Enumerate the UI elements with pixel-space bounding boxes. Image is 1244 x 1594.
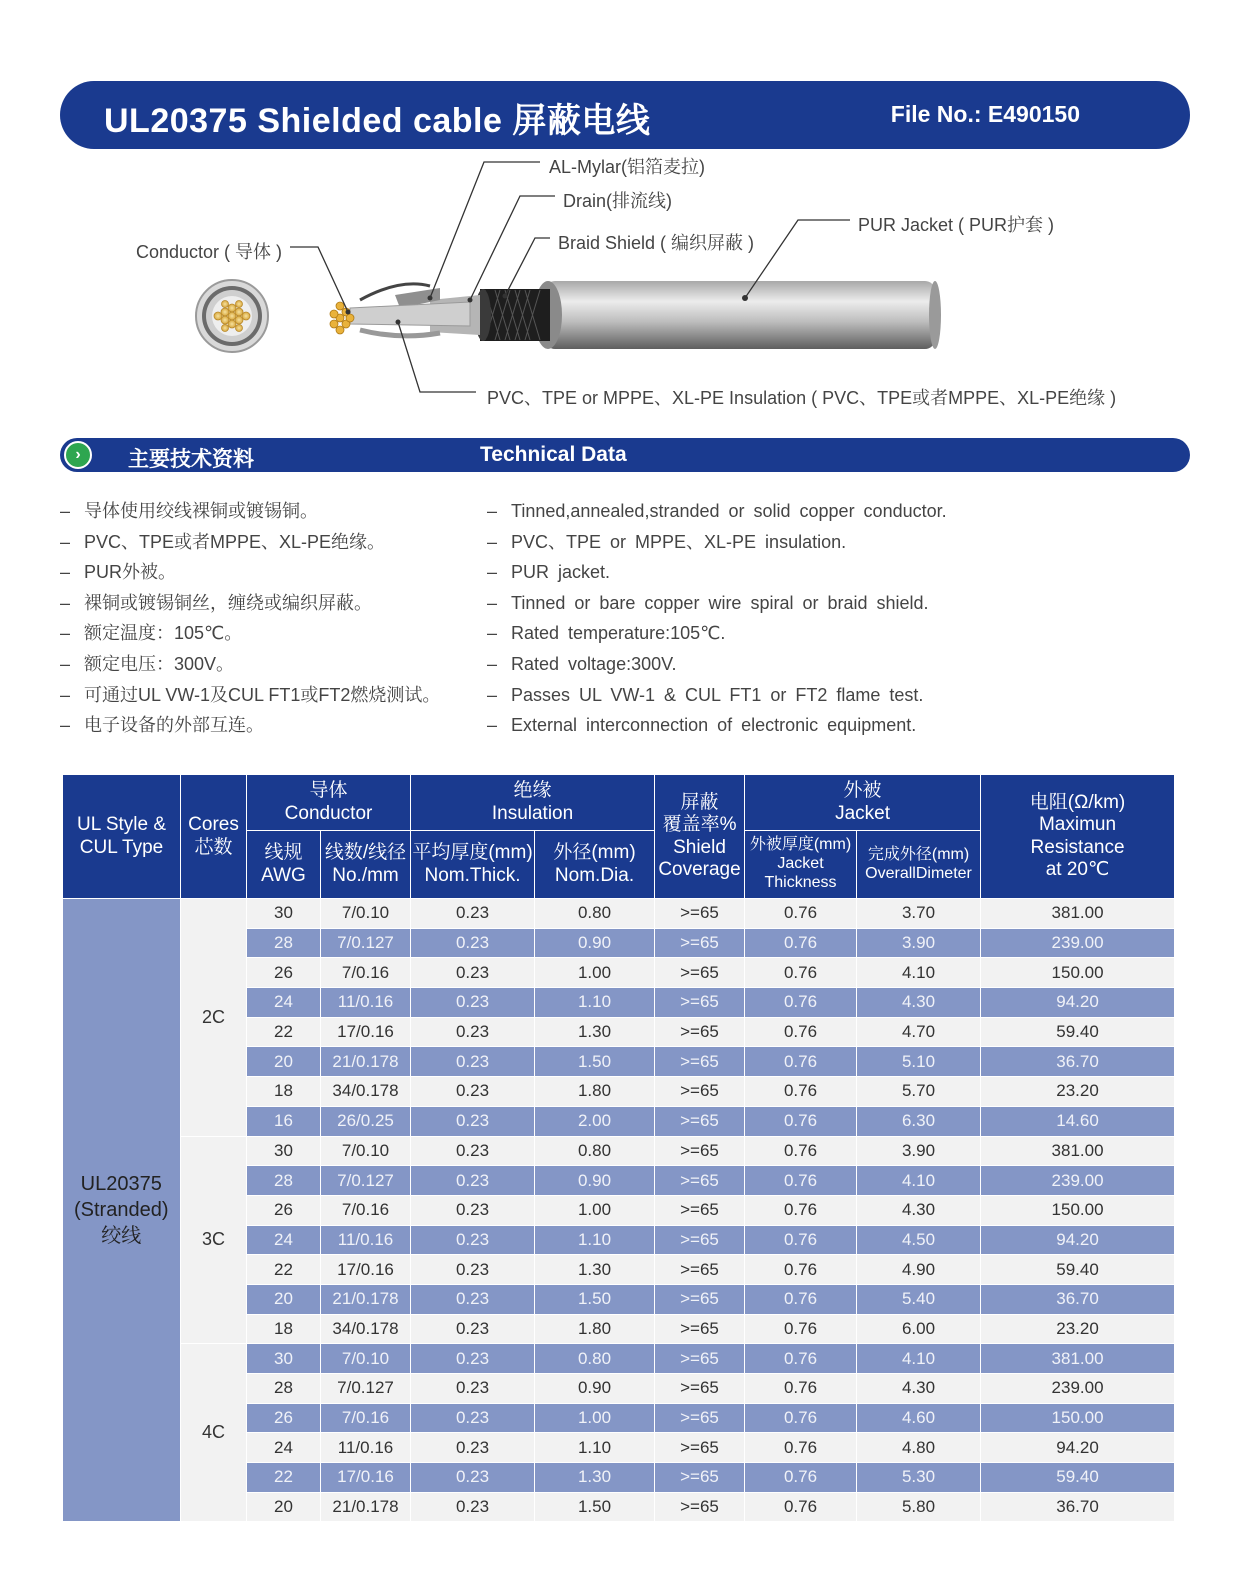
spec-text: PVC、TPE或者MPPE、XL-PE绝缘。 <box>84 531 386 552</box>
table-cell: 239.00 <box>981 928 1175 958</box>
table-cell: 21/0.178 <box>321 1047 411 1077</box>
table-cell: 0.80 <box>535 1344 655 1374</box>
table-cell: 5.10 <box>857 1047 981 1077</box>
table-cell: 150.00 <box>981 1195 1175 1225</box>
table-cell: >=65 <box>655 1077 745 1107</box>
technical-data-table <box>62 774 1175 1522</box>
table-cell: 381.00 <box>981 1136 1175 1166</box>
table-cell: 1.00 <box>535 1403 655 1433</box>
table-cell: 0.23 <box>411 928 535 958</box>
table-cell: 0.23 <box>411 1255 535 1285</box>
spec-text: External interconnection of electronic equipment. <box>511 715 917 736</box>
table-cell: 3.90 <box>857 1136 981 1166</box>
table-cell: 0.76 <box>745 1463 857 1493</box>
table-cell: 6.30 <box>857 1106 981 1136</box>
table-cell: 4.70 <box>857 1017 981 1047</box>
spec-text: Passes UL VW-1 & CUL FT1 or FT2 flame test. <box>511 684 924 705</box>
table-cell: 0.76 <box>745 1403 857 1433</box>
list-dash: – <box>60 562 71 583</box>
table-cell: 0.76 <box>745 1255 857 1285</box>
table-cell: 0.23 <box>411 1017 535 1047</box>
cross-section <box>196 280 268 352</box>
table-cell: 0.90 <box>535 1374 655 1404</box>
table-cell: 0.23 <box>411 1284 535 1314</box>
spec-item <box>60 496 440 527</box>
table-cell: >=65 <box>655 899 745 929</box>
table-cell: >=65 <box>655 988 745 1018</box>
table-cell: >=65 <box>655 1225 745 1255</box>
table-cell: 381.00 <box>981 899 1175 929</box>
table-cell: >=65 <box>655 1374 745 1404</box>
table-cell: 0.23 <box>411 1463 535 1493</box>
table-cell: 26 <box>247 958 321 988</box>
table-cell: 17/0.16 <box>321 1463 411 1493</box>
header-resistance: 电阻(Ω/km) Maximun Resistance at 20℃ <box>981 775 1175 899</box>
table-cell: 59.40 <box>981 1463 1175 1493</box>
table-cell: 24 <box>247 1433 321 1463</box>
table-cell: 7/0.16 <box>321 1195 411 1225</box>
table-cell: 0.23 <box>411 1225 535 1255</box>
spec-item <box>487 649 947 680</box>
table-cell: 7/0.16 <box>321 958 411 988</box>
table-cell: 59.40 <box>981 1017 1175 1047</box>
table-cell: 1.10 <box>535 988 655 1018</box>
page-title: UL20375 Shielded cable 屏蔽电线 <box>104 102 651 140</box>
list-dash: – <box>60 623 71 644</box>
spec-item <box>487 527 947 558</box>
table-cell: 7/0.127 <box>321 928 411 958</box>
table-cell: 0.23 <box>411 1492 535 1522</box>
table-cell: >=65 <box>655 1433 745 1463</box>
table-cell: 34/0.178 <box>321 1077 411 1107</box>
table-cell: 22 <box>247 1463 321 1493</box>
header-nom-thick: 平均厚度(mm) Nom.Thick. <box>411 831 535 899</box>
list-dash: – <box>60 715 71 736</box>
table-cell: 0.23 <box>411 1047 535 1077</box>
list-dash: – <box>60 653 71 674</box>
table-cell: 4.10 <box>857 1344 981 1374</box>
header-cores: Cores 芯数 <box>181 775 247 899</box>
table-cell: 4.80 <box>857 1433 981 1463</box>
spec-item <box>487 496 947 527</box>
spec-text: PUR外被。 <box>84 562 177 583</box>
table-cell: 7/0.10 <box>321 1136 411 1166</box>
table-cell: 34/0.178 <box>321 1314 411 1344</box>
table-cell: 11/0.16 <box>321 1225 411 1255</box>
table-cell: 24 <box>247 988 321 1018</box>
table-cell: 26 <box>247 1403 321 1433</box>
table-cell: 94.20 <box>981 1225 1175 1255</box>
table-cell: 7/0.16 <box>321 1403 411 1433</box>
table-cell: 1.50 <box>535 1047 655 1077</box>
table-cell: >=65 <box>655 1284 745 1314</box>
spec-text: 额定温度：105℃。 <box>84 623 243 644</box>
table-cell: 0.23 <box>411 958 535 988</box>
spec-text: Rated temperature:105℃. <box>511 623 726 644</box>
table-cell: 150.00 <box>981 1403 1175 1433</box>
table-row <box>63 1136 1175 1166</box>
section-title-en: Technical Data <box>480 443 627 466</box>
table-cell: 0.76 <box>745 1284 857 1314</box>
list-dash: – <box>487 531 498 552</box>
header-nom-dia: 外径(mm) Nom.Dia. <box>535 831 655 899</box>
label-pur-jacket: PUR Jacket ( PUR护套 ) <box>858 215 1055 235</box>
table-cell: 7/0.10 <box>321 1344 411 1374</box>
table-cell: 0.76 <box>745 1166 857 1196</box>
table-cell: 239.00 <box>981 1374 1175 1404</box>
table-cell: 0.76 <box>745 1492 857 1522</box>
table-cell: 18 <box>247 1077 321 1107</box>
label-insulation: PVC、TPE or MPPE、XL-PE Insulation ( PVC、TPE或者MPPE、XL-PE绝缘 ) <box>487 388 1117 408</box>
technical-data-bar <box>60 438 1190 472</box>
spec-item <box>60 557 440 588</box>
spec-item <box>60 649 440 680</box>
table-cell: >=65 <box>655 958 745 988</box>
list-dash: – <box>487 623 498 644</box>
table-cell: 1.30 <box>535 1255 655 1285</box>
table-cell: 0.23 <box>411 1344 535 1374</box>
spec-text: 额定电压：300V。 <box>84 653 235 674</box>
table-cell: 11/0.16 <box>321 988 411 1018</box>
table-cell: 0.76 <box>745 1433 857 1463</box>
cores-cell: 4C <box>181 1344 247 1522</box>
table-cell: 1.30 <box>535 1017 655 1047</box>
table-cell: 0.76 <box>745 1017 857 1047</box>
table-cell: >=65 <box>655 1344 745 1374</box>
table-cell: 16 <box>247 1106 321 1136</box>
header-jacket-thickness: 外被厚度(mm) Jacket Thickness <box>745 831 857 899</box>
table-cell: 14.60 <box>981 1106 1175 1136</box>
table-cell: 0.76 <box>745 1374 857 1404</box>
table-cell: 5.70 <box>857 1077 981 1107</box>
table-row <box>63 899 1175 929</box>
table-cell: 0.23 <box>411 1136 535 1166</box>
spec-item <box>60 710 440 741</box>
header-strands: 线数/线径 No./mm <box>321 831 411 899</box>
style-label-line: 绞线 <box>101 1225 142 1248</box>
table-cell: >=65 <box>655 1136 745 1166</box>
table-cell: 5.30 <box>857 1463 981 1493</box>
table-cell: 0.76 <box>745 1136 857 1166</box>
table-cell: 7/0.127 <box>321 1374 411 1404</box>
table-cell: 11/0.16 <box>321 1433 411 1463</box>
table-cell: >=65 <box>655 1017 745 1047</box>
table-cell: 1.80 <box>535 1314 655 1344</box>
table-cell: 94.20 <box>981 1433 1175 1463</box>
table-cell: 1.80 <box>535 1077 655 1107</box>
list-dash: – <box>487 501 498 521</box>
table-cell: 4.50 <box>857 1225 981 1255</box>
table-row <box>63 1344 1175 1374</box>
table-cell: >=65 <box>655 1166 745 1196</box>
table-cell: 0.76 <box>745 899 857 929</box>
header-overall-diameter: 完成外径(mm) OverallDimeter <box>857 831 981 899</box>
table-cell: 1.30 <box>535 1463 655 1493</box>
label-drain: Drain(排流线) <box>563 191 673 211</box>
table-cell: 3.70 <box>857 899 981 929</box>
header-jacket: 外被 Jacket <box>745 775 981 831</box>
cores-cell: 3C <box>181 1136 247 1344</box>
table-cell: 0.76 <box>745 1047 857 1077</box>
spec-item <box>60 618 440 649</box>
spec-text: Tinned,annealed,stranded or solid copper conductor. <box>511 501 947 521</box>
style-label-line: (Stranded) <box>74 1199 169 1222</box>
table-cell: 0.76 <box>745 958 857 988</box>
table-cell: 22 <box>247 1017 321 1047</box>
table-cell: 0.76 <box>745 1225 857 1255</box>
table-cell: >=65 <box>655 1047 745 1077</box>
table-cell: 1.50 <box>535 1284 655 1314</box>
spec-item <box>487 680 947 711</box>
table-cell: 0.23 <box>411 899 535 929</box>
table-cell: 20 <box>247 1492 321 1522</box>
list-dash: – <box>487 562 498 583</box>
table-cell: 26 <box>247 1195 321 1225</box>
cable-style-cell <box>63 899 181 1522</box>
table-cell: >=65 <box>655 1255 745 1285</box>
table-cell: >=65 <box>655 1403 745 1433</box>
table-cell: 4.90 <box>857 1255 981 1285</box>
spec-text: 裸铜或镀锡铜丝，缠绕或编织屏蔽。 <box>84 592 372 613</box>
table-cell: 94.20 <box>981 988 1175 1018</box>
table-cell: 0.23 <box>411 1374 535 1404</box>
spec-list-en <box>487 496 947 741</box>
spec-text: Tinned or bare copper wire spiral or braid shield. <box>511 592 929 613</box>
table-cell: 4.10 <box>857 958 981 988</box>
table-cell: 0.76 <box>745 1106 857 1136</box>
table-cell: 4.10 <box>857 1166 981 1196</box>
table-cell: 30 <box>247 899 321 929</box>
spec-item <box>487 618 947 649</box>
section-title-cn: 主要技术资料 <box>128 448 254 471</box>
table-cell: 1.10 <box>535 1225 655 1255</box>
table-cell: 2.00 <box>535 1106 655 1136</box>
table-cell: 0.76 <box>745 928 857 958</box>
title-bar <box>60 81 1190 149</box>
header-shield-coverage: 屏蔽 覆盖率% Shield Coverage <box>655 775 745 899</box>
header-style: UL Style & CUL Type <box>63 775 181 899</box>
table-cell: 0.23 <box>411 1166 535 1196</box>
table-cell: 0.76 <box>745 1195 857 1225</box>
table-cell: 26/0.25 <box>321 1106 411 1136</box>
table-cell: >=65 <box>655 928 745 958</box>
cable-diagram <box>0 150 1244 420</box>
spec-text: 可通过UL VW-1及CUL FT1或FT2燃烧测试。 <box>84 684 441 705</box>
table-cell: 0.23 <box>411 1195 535 1225</box>
table-cell: 23.20 <box>981 1077 1175 1107</box>
table-cell: 17/0.16 <box>321 1017 411 1047</box>
table-cell: 7/0.127 <box>321 1166 411 1196</box>
table-cell: 20 <box>247 1047 321 1077</box>
spec-text: PVC、TPE or MPPE、XL-PE insulation. <box>511 531 847 552</box>
table-cell: 0.76 <box>745 988 857 1018</box>
table-cell: 0.23 <box>411 988 535 1018</box>
list-dash: – <box>60 592 71 613</box>
table-cell: 0.23 <box>411 1077 535 1107</box>
list-dash: – <box>60 501 71 521</box>
table-cell: 0.76 <box>745 1314 857 1344</box>
table-cell: 0.23 <box>411 1314 535 1344</box>
table-cell: 0.90 <box>535 1166 655 1196</box>
table-cell: 0.80 <box>535 899 655 929</box>
label-braid-shield: Braid Shield ( 编织屏蔽 ) <box>558 233 755 253</box>
table-cell: >=65 <box>655 1314 745 1344</box>
table-cell: 0.23 <box>411 1403 535 1433</box>
label-al-mylar: AL-Mylar(铝箔麦拉) <box>549 157 705 177</box>
spec-item <box>60 588 440 619</box>
table-cell: 4.30 <box>857 1374 981 1404</box>
spec-item <box>60 527 440 558</box>
table-cell: 59.40 <box>981 1255 1175 1285</box>
table-cell: 5.40 <box>857 1284 981 1314</box>
table-cell: 20 <box>247 1284 321 1314</box>
table-cell: 0.23 <box>411 1433 535 1463</box>
table-cell: 5.80 <box>857 1492 981 1522</box>
spec-text: 导体使用绞线裸铜或镀锡铜。 <box>84 501 318 521</box>
table-cell: 150.00 <box>981 958 1175 988</box>
spec-text: PUR jacket. <box>511 562 611 583</box>
table-cell: 23.20 <box>981 1314 1175 1344</box>
table-cell: 36.70 <box>981 1284 1175 1314</box>
table-cell: >=65 <box>655 1195 745 1225</box>
list-dash: – <box>487 592 498 613</box>
chevron-right-icon: › <box>64 441 92 469</box>
spec-item <box>487 588 947 619</box>
table-cell: 0.80 <box>535 1136 655 1166</box>
cores-cell: 2C <box>181 899 247 1137</box>
table-cell: 28 <box>247 1374 321 1404</box>
table-cell: 7/0.10 <box>321 899 411 929</box>
header-awg: 线规 AWG <box>247 831 321 899</box>
table-cell: 17/0.16 <box>321 1255 411 1285</box>
table-cell: 30 <box>247 1344 321 1374</box>
spec-list-cn <box>60 496 440 741</box>
list-dash: – <box>487 653 498 674</box>
table-cell: 0.76 <box>745 1344 857 1374</box>
spec-text: 电子设备的外部互连。 <box>84 715 264 736</box>
table-cell: 36.70 <box>981 1492 1175 1522</box>
table-cell: 30 <box>247 1136 321 1166</box>
spec-item <box>60 680 440 711</box>
table-cell: 3.90 <box>857 928 981 958</box>
list-dash: – <box>487 684 498 705</box>
spec-item <box>487 557 947 588</box>
file-number: File No.: E490150 <box>890 101 1080 127</box>
list-dash: – <box>60 531 71 552</box>
list-dash: – <box>60 684 71 705</box>
table-cell: >=65 <box>655 1106 745 1136</box>
table-cell: 24 <box>247 1225 321 1255</box>
style-label-line: UL20375 <box>80 1172 162 1195</box>
table-cell: 1.10 <box>535 1433 655 1463</box>
table-cell: 0.76 <box>745 1077 857 1107</box>
table-cell: >=65 <box>655 1492 745 1522</box>
table-cell: 381.00 <box>981 1344 1175 1374</box>
table-cell: 0.23 <box>411 1106 535 1136</box>
table-cell: 28 <box>247 928 321 958</box>
spec-item <box>487 710 947 741</box>
table-cell: 1.00 <box>535 1195 655 1225</box>
table-cell: 18 <box>247 1314 321 1344</box>
table-cell: 4.30 <box>857 1195 981 1225</box>
list-dash: – <box>487 715 498 736</box>
table-cell: 28 <box>247 1166 321 1196</box>
table-cell: 0.90 <box>535 928 655 958</box>
table-cell: 1.00 <box>535 958 655 988</box>
table-cell: 239.00 <box>981 1166 1175 1196</box>
table-cell: 22 <box>247 1255 321 1285</box>
spec-text: Rated voltage:300V. <box>511 653 677 674</box>
header-insulation: 绝缘 Insulation <box>411 775 655 831</box>
table-cell: 36.70 <box>981 1047 1175 1077</box>
table-cell: 1.50 <box>535 1492 655 1522</box>
header-conductor: 导体 Conductor <box>247 775 411 831</box>
table-cell: 4.30 <box>857 988 981 1018</box>
label-conductor: Conductor ( 导体 ) <box>136 242 283 262</box>
table-cell: 4.60 <box>857 1403 981 1433</box>
table-cell: 21/0.178 <box>321 1492 411 1522</box>
table-cell: 21/0.178 <box>321 1284 411 1314</box>
table-cell: 6.00 <box>857 1314 981 1344</box>
table-cell: >=65 <box>655 1463 745 1493</box>
